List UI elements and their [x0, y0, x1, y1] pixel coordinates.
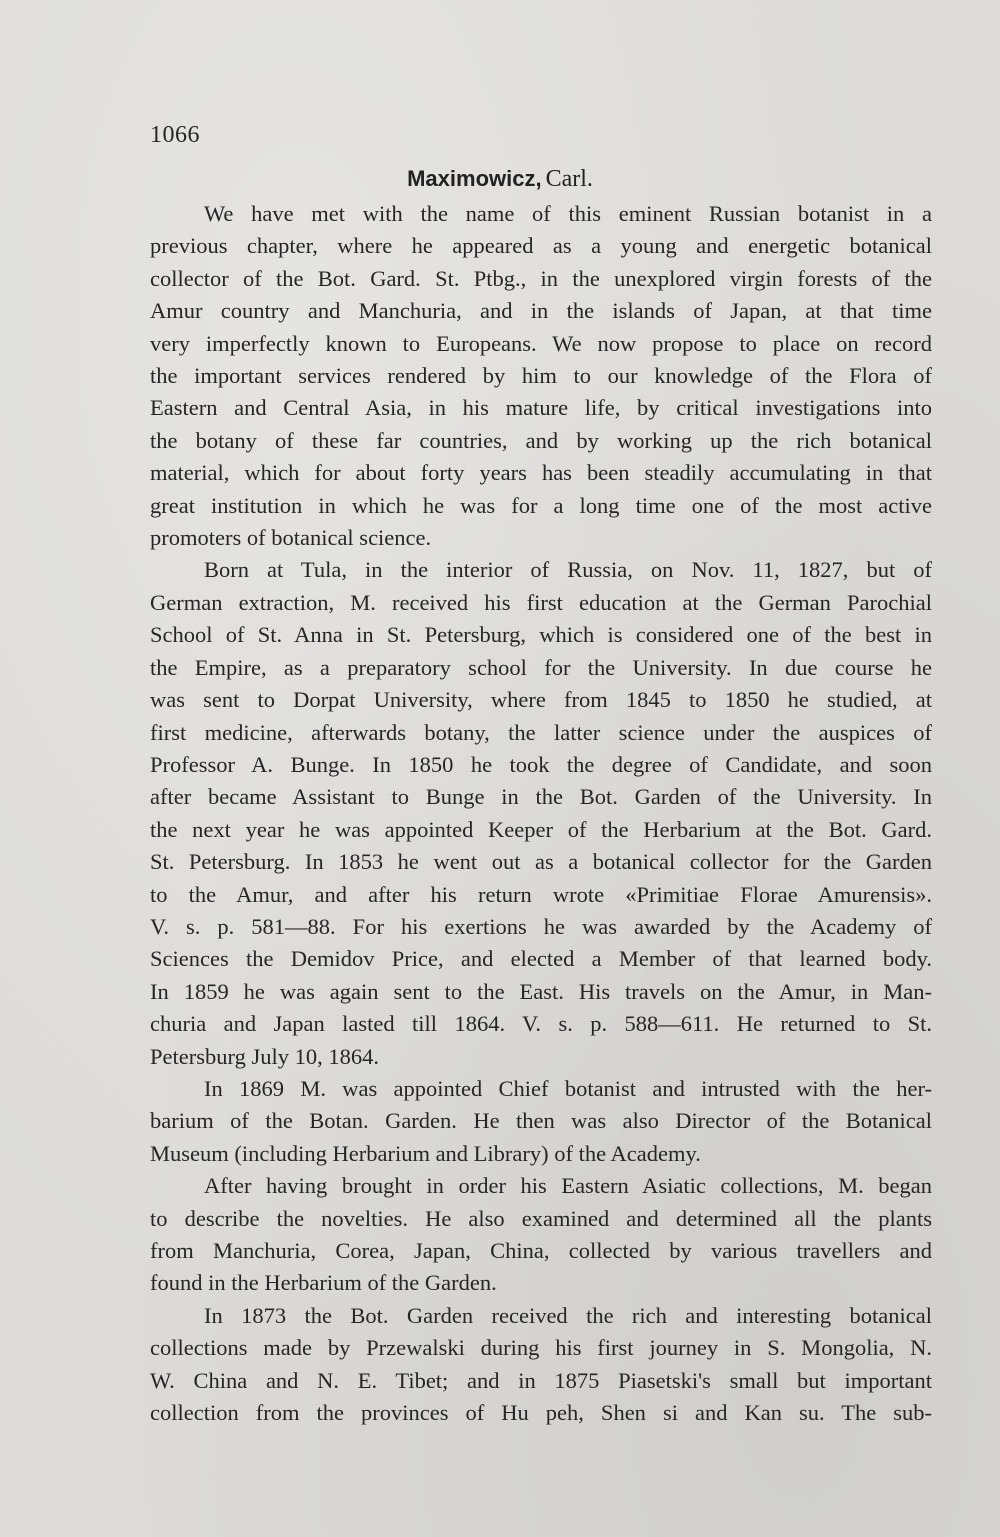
text-line: Professor A. Bunge. In 1850 he took the degree of Candidate, and soon: [150, 751, 932, 777]
text-line: to describe the novelties. He also examined and determined all the plants: [150, 1205, 932, 1231]
paragraph: [150, 1170, 932, 1300]
text-line: churia and Japan lasted till 1864. V. s. p. 588—611. He returned to St.: [150, 1011, 932, 1037]
text-line: after became Assistant to Bunge in the Bot. Garden of the University. In: [150, 784, 932, 810]
text-line: previous chapter, where he appeared as a young and energetic botanical: [150, 233, 932, 259]
text-line: the important services rendered by him to our knowledge of the Flora of: [150, 363, 932, 389]
text-line: first medicine, afterwards botany, the latter science under the auspices of: [150, 719, 932, 745]
text-line: We have met with the name of this eminent Russian botanist in a: [204, 201, 932, 226]
text-line: promoters of botanical science.: [150, 525, 432, 551]
text-line: W. China and N. E. Tibet; and in 1875 Piasetski's small but important: [150, 1367, 932, 1393]
heading-given-name: Carl.: [545, 166, 593, 192]
paragraph: [150, 1073, 932, 1170]
text-line: the next year he was appointed Keeper of the Herbarium at the Bot. Gard.: [150, 816, 932, 842]
text-line: the botany of these far countries, and by working up the rich botanical: [150, 427, 932, 453]
text-line: Sciences the Demidov Price, and elected a Member of that learned body.: [150, 946, 932, 972]
text-line: to the Amur, and after his return wrote «Primitiae Florae Amurensis».: [150, 881, 932, 907]
text-line: collection from the provinces of Hu peh, Shen si and Kan su. The sub-: [150, 1400, 932, 1426]
heading-surname: Maximowicz,: [407, 166, 542, 191]
text-line: After having brought in order his Eastern Asiatic collections, M. began: [204, 1173, 932, 1199]
text-line: the Empire, as a preparatory school for the University. In due course he: [150, 654, 932, 680]
text-line: barium of the Botan. Garden. He then was also Director of the Botanical: [150, 1108, 932, 1134]
text-line: was sent to Dorpat University, where from 1845 to 1850 he studied, at: [150, 687, 932, 713]
text-line: collections made by Przewalski during his first journey in S. Mongolia, N.: [150, 1335, 932, 1361]
text-line: In 1873 the Bot. Garden received the rich and interesting botanical: [204, 1302, 932, 1328]
text-line: from Manchuria, Corea, Japan, China, collected by various travellers and: [150, 1238, 932, 1263]
text-line: Amur country and Manchuria, and in the islands of Japan, at that time: [150, 298, 932, 324]
paragraph: [150, 1300, 932, 1430]
text-line: In 1869 M. was appointed Chief botanist and intrusted with the her-: [204, 1075, 932, 1101]
paragraph: [150, 554, 932, 1073]
text-line: great institution in which he was for a long time one of the most active: [150, 492, 932, 518]
text-line: Born at Tula, in the interior of Russia, on Nov. 11, 1827, but of: [204, 557, 932, 583]
text-line: Eastern and Central Asia, in his mature life, by critical investigations into: [150, 395, 932, 421]
text-line: Museum (including Herbarium and Library) of the Academy.: [150, 1140, 701, 1166]
text-line: found in the Herbarium of the Garden.: [150, 1270, 497, 1296]
text-line: In 1859 he was again sent to the East. His travels on the Amur, in Man-: [150, 978, 932, 1004]
text-line: School of St. Anna in St. Petersburg, which is considered one of the best in: [150, 622, 932, 648]
text-line: collector of the Bot. Gard. St. Ptbg., in the unexplored virgin forests of the: [150, 265, 932, 291]
text-line: material, which for about forty years has been steadily accumulating in that: [150, 460, 932, 486]
biography-heading: [0, 166, 1000, 193]
text-line: German extraction, M. received his first education at the German Parochial: [150, 589, 932, 615]
text-line: Petersburg July 10, 1864.: [150, 1043, 379, 1069]
text-line: St. Petersburg. In 1853 he went out as a botanical collector for the Garden: [150, 849, 932, 875]
body-text: [150, 198, 932, 1429]
paragraph: [150, 198, 932, 554]
text-line: V. s. p. 581—88. For his exertions he was awarded by the Academy of: [150, 913, 932, 939]
page-number: 1066: [150, 122, 200, 148]
text-line: very imperfectly known to Europeans. We now propose to place on record: [150, 330, 932, 356]
